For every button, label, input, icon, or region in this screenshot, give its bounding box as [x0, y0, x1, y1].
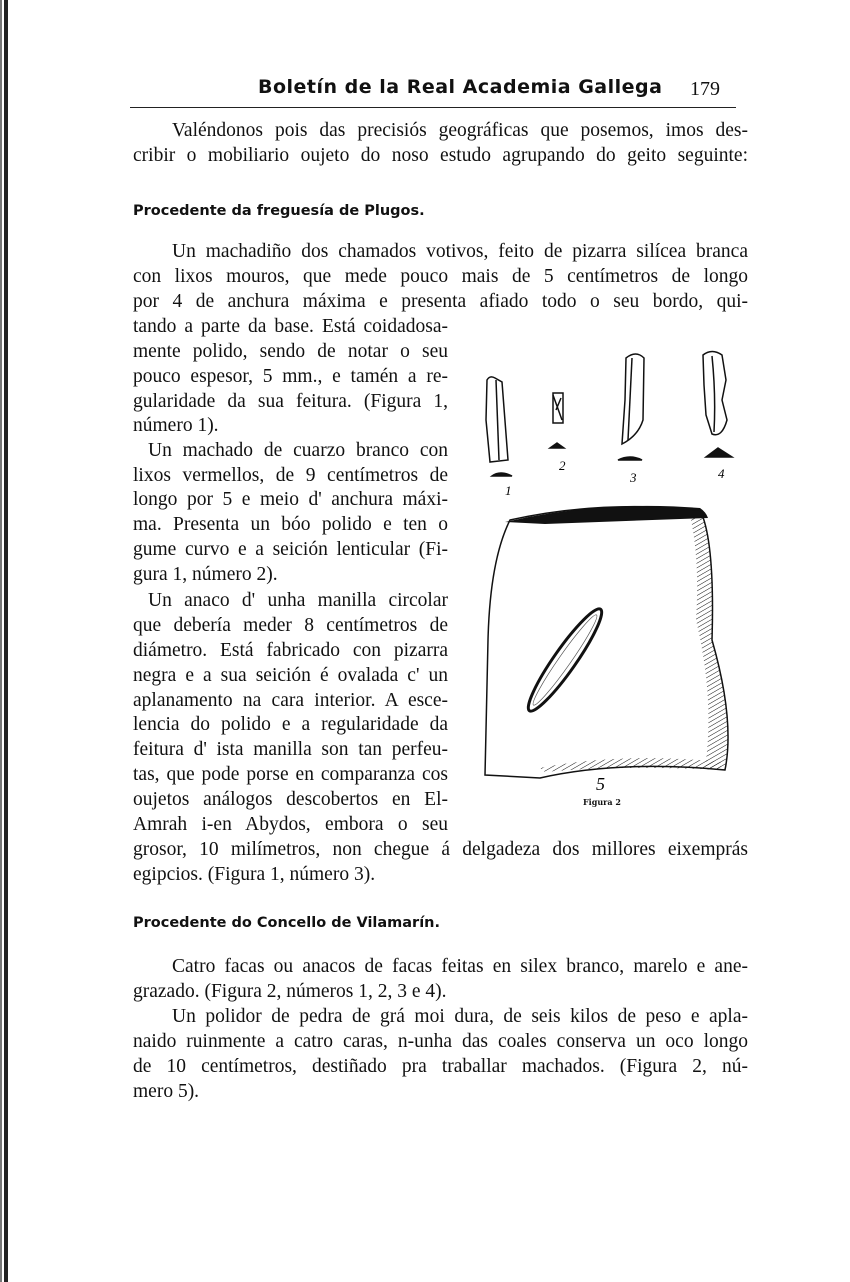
text-line: Un machado de cuarzo branco con: [148, 440, 448, 461]
artifact-4: [703, 352, 732, 458]
text-line: Un machadiño dos chamados votivos, feito de pizarra silícea branca: [172, 241, 748, 262]
text-line: grosor, 10 milímetros, non chegue á delgadeza dos millores eixemprás: [133, 839, 748, 860]
text-line: Un anaco d' unha manilla circolar: [148, 590, 448, 611]
text-line: longo por 5 e meio d' anchura máxi-: [133, 489, 448, 510]
text-line: ma. Presenta un bóo polido e ten o: [133, 514, 448, 535]
text-line: Catro facas ou anacos de facas feitas en silex branco, marelo e ane-: [172, 956, 748, 977]
text-line: diámetro. Está fabricado con pizarra: [133, 640, 448, 661]
text-line: cribir o mobiliario oujeto do noso estudo agrupando do geito seguinte:: [133, 145, 748, 166]
text-line: mero 5).: [133, 1081, 200, 1102]
text-line: Valéndonos pois das precisiós geográficas que posemos, imos des-: [172, 120, 748, 141]
section-heading: Procedente do Concello de Vilamarín.: [133, 915, 441, 931]
figure-caption: Figura 2: [583, 797, 621, 807]
text-line: pouco espesor, 5 mm., e tamén a re-: [133, 366, 448, 387]
text-line: de 10 centímetros, destiñado pra traballar machados. (Figura 2, nú-: [133, 1056, 748, 1077]
text-line: oujetos análogos descobertos en El-: [133, 789, 448, 810]
text-line: Un polidor de pedra de grá moi dura, de seis kilos de peso e apla-: [172, 1006, 748, 1027]
polishing-stone-outline: [485, 507, 728, 778]
text-line: tas, que pode porse en comparanza cos: [133, 764, 448, 785]
text-line: grazado. (Figura 2, números 1, 2, 3 e 4).: [133, 981, 447, 1002]
text-line: lixos vermellos, de 9 centímetros de: [133, 465, 448, 486]
figure-label-2: 2: [559, 458, 566, 473]
section-heading: Procedente da freguesía de Plugos.: [133, 203, 425, 219]
text-line: gularidade da sua feitura. (Figura 1,: [133, 391, 448, 412]
artifact-1: [486, 377, 512, 476]
text-line: naido ruinmente a catro caras, n-unha das coales conserva un oco longo: [133, 1031, 748, 1052]
figure-label-5: 5: [596, 774, 605, 794]
text-line: mente polido, sendo de notar o seu: [133, 341, 448, 362]
binding-edge: [4, 0, 8, 1282]
scan-edge: [0, 0, 2, 1282]
text-line: negra e a sua seición é ovalada c' un: [133, 665, 448, 686]
figure-label-3: 3: [630, 470, 637, 485]
text-line: egipcios. (Figura 1, número 3).: [133, 864, 376, 885]
text-line: que debería meder 8 centímetros de: [133, 615, 448, 636]
running-header: Boletín de la Real Academia Gallega: [258, 76, 663, 98]
header-rule: [130, 107, 736, 108]
figure-2-illustration: [470, 340, 760, 830]
artifact-2: [550, 393, 564, 448]
stone-side-hatching: [690, 510, 728, 770]
text-line: con lixos mouros, que mede pouco mais de 5 centímetros de longo: [133, 266, 748, 287]
text-line: tando a parte da base. Está coidadosa-: [133, 316, 448, 337]
text-line: número 1).: [133, 415, 219, 436]
page-number: 179: [690, 78, 720, 100]
text-line: por 4 de anchura máxima e presenta afiado todo o seu bordo, qui-: [133, 291, 748, 312]
figure-label-4: 4: [718, 466, 725, 481]
text-line: gura 1, número 2).: [133, 564, 278, 585]
text-line: gume curvo e a seición lenticular (Fi-: [133, 539, 448, 560]
text-line: lencia do polido e a regularidade da: [133, 714, 448, 735]
text-line: aplanamento na cara interior. A esce-: [133, 690, 448, 711]
stone-bottom-hatching: [540, 758, 722, 772]
text-line: Amrah i-en Abydos, embora o seu: [133, 814, 448, 835]
figure-label-1: 1: [505, 483, 512, 498]
artifact-3: [618, 354, 644, 460]
text-line: feitura d' ista manilla son tan perfeu-: [133, 739, 448, 760]
